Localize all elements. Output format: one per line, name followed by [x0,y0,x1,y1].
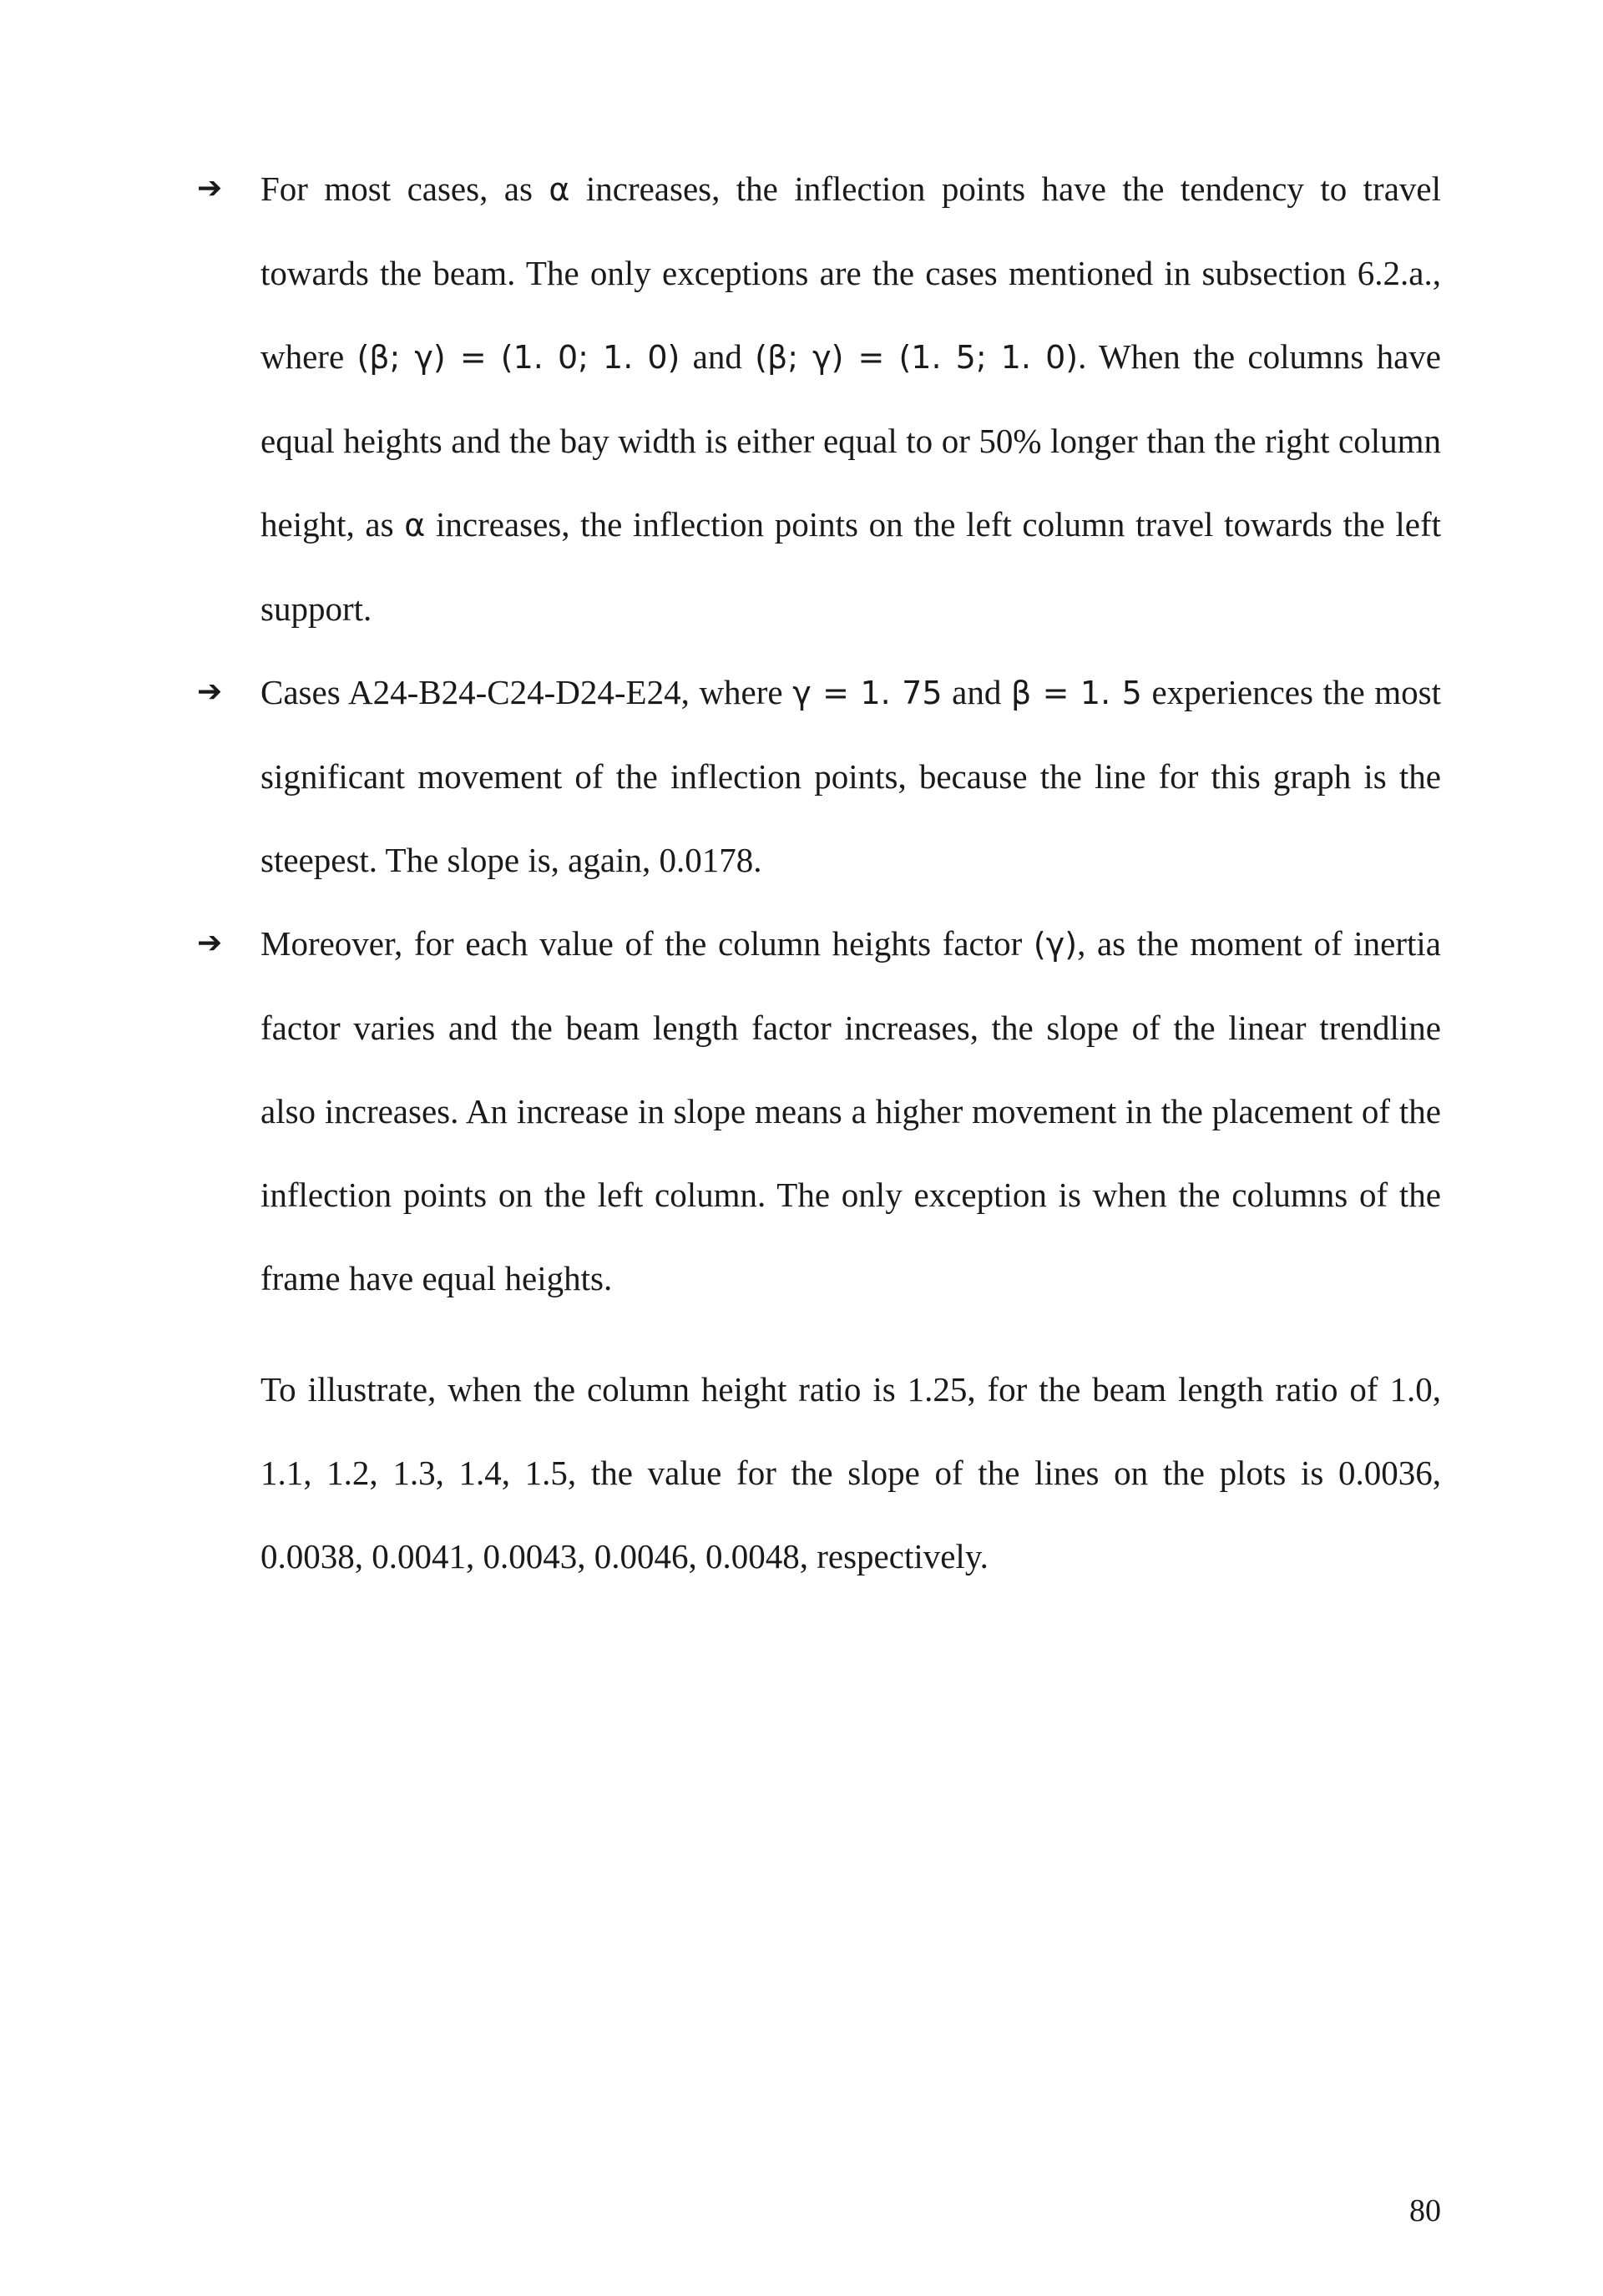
math-expression: α [404,507,426,544]
bullet-text: Moreover, for each value of the column heights factor [260,924,1034,963]
arrow-bullet-icon: ➔ [197,675,223,709]
illustration-paragraph: To illustrate, when the column height ratio is 1.25, for the beam length ratio of 1.0, 1.1, 1.2, 1.3, 1.4, 1.5, the value for the slope of the lines on the plots is 0.0036, 0.0038, 0.0041, 0.0043, 0.0046, 0.0048, respectively. [260,1370,1441,1575]
bullet-item-column-heights-factor [197,902,1441,1320]
bullet-list [197,147,1442,1320]
arrow-bullet-icon: ➔ [197,926,223,960]
math-expression: α [549,171,570,208]
arrow-bullet-icon: ➔ [197,171,223,205]
bullet-text: . When the columns have equal heights and the bay width is either equal to or 50% longer than the right column height, as [260,337,1442,544]
math-expression: (β; γ) = (1. 5; 1. 0) [755,339,1079,376]
math-expression: (γ) [1033,926,1078,963]
bullet-text: Cases A24-B24-C24-D24-E24, where [260,673,793,711]
bullet-text: and [680,337,756,376]
math-expression: (β; γ) = (1. 0; 1. 0) [357,339,680,376]
bullet-text: and [942,673,1011,711]
bullet-text: , as the moment of inertia factor varies and the beam length factor increases, the slope of the linear trendline also increases. An increase in slope means a higher movement in the placement of the inflection points on the left column. The only exception is when the columns of the frame have equal heights. [260,924,1441,1297]
bullet-item-alpha-increase [197,147,1442,650]
bullet-text: increases, the inflection points have the tendency to travel towards the beam. The only exceptions are the cases mentioned in subsection 6.2.a., where [260,169,1441,376]
bullet-text: experiences the most significant movement of the inflection points, because the line for this graph is the steepest. The slope is, again, 0.0178. [260,673,1441,879]
math-expression: β = 1. 5 [1010,675,1142,711]
page-number: 80 [1409,2193,1441,2228]
bullet-text: For most cases, as [260,169,549,208]
math-expression: γ = 1. 75 [792,675,943,711]
bullet-item-cases-a24-e24 [197,650,1441,902]
bullet-text: increases, the inflection points on the left column travel towards the left support. [260,505,1441,628]
